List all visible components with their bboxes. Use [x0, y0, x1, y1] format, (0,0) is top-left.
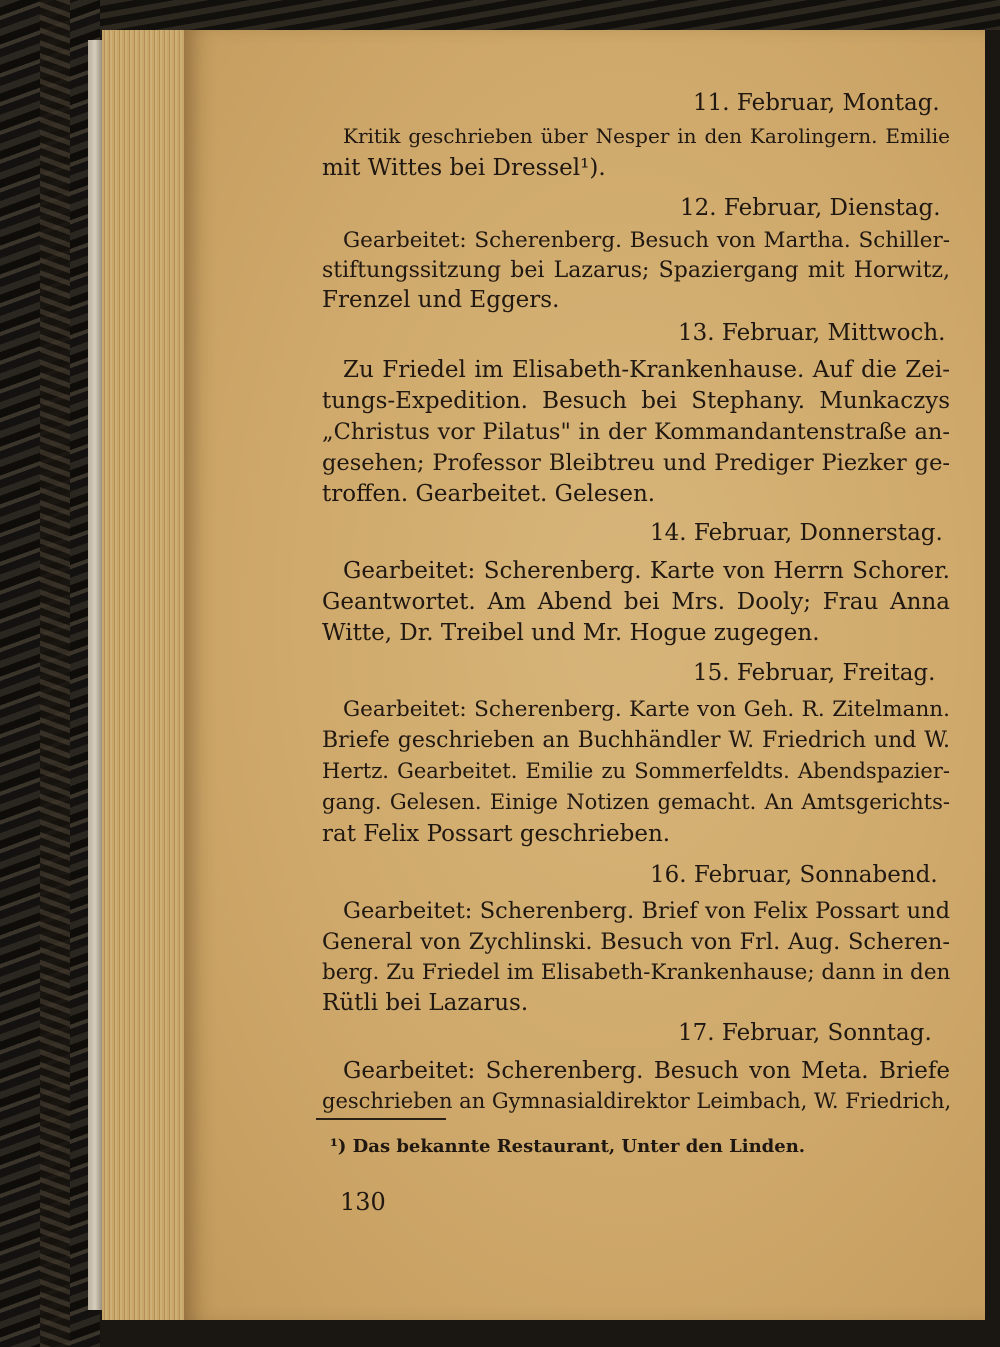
- entry-line: gesehen; Professor Bleibtreu und Prediger Piezker ge-: [322, 450, 950, 476]
- entry-line: Gearbeitet: Scherenberg. Karte von Geh. R. Zitelmann.: [343, 697, 950, 722]
- entry-line: „Christus vor Pilatus" in der Kommandantenstraße an-: [322, 419, 950, 445]
- entry-line: geschrieben an Gymnasialdirektor Leimbach, W. Friedrich,: [322, 1089, 952, 1113]
- entry-date: 17. Februar, Sonntag.: [678, 1020, 932, 1046]
- entry-line: General von Zychlinski. Besuch von Frl. Aug. Scheren-: [322, 929, 950, 955]
- entry-line: Gearbeitet: Scherenberg. Besuch von Martha. Schiller-: [343, 228, 950, 253]
- page-number: 130: [340, 1188, 386, 1216]
- book-spine-band: [40, 0, 70, 1347]
- footnote-rule: [316, 1118, 446, 1120]
- entry-line: Gearbeitet: Scherenberg. Karte von Herrn Schorer.: [343, 558, 950, 584]
- book-top-edge: [100, 0, 1000, 30]
- entry-line: troffen. Gearbeitet. Gelesen.: [322, 481, 656, 507]
- entry-date: 11. Februar, Montag.: [693, 90, 940, 116]
- entry-line: Kritik geschrieben über Nesper in den Karolingern. Emilie: [343, 124, 950, 148]
- page-stack-edges: [102, 30, 184, 1320]
- entry-date: 13. Februar, Mittwoch.: [678, 320, 946, 346]
- entry-line: berg. Zu Friedel im Elisabeth-Krankenhause; dann in den: [322, 960, 951, 985]
- entry-date: 15. Februar, Freitag.: [693, 660, 936, 686]
- entry-line: gang. Gelesen. Einige Notizen gemacht. An Amtsgerichts-: [322, 790, 950, 814]
- entry-line: Geantwortet. Am Abend bei Mrs. Dooly; Frau Anna: [322, 589, 950, 615]
- entry-date: 12. Februar, Dienstag.: [680, 195, 941, 221]
- entry-line: tungs-Expedition. Besuch bei Stephany. Munkaczys: [322, 388, 950, 414]
- footnote: ¹) Das bekannte Restaurant, Unter den Linden.: [330, 1136, 806, 1157]
- entry-line: Frenzel und Eggers.: [322, 287, 560, 313]
- entry-date: 14. Februar, Donnerstag.: [650, 520, 943, 546]
- entry-line: Gearbeitet: Scherenberg. Brief von Felix Possart und: [343, 898, 950, 924]
- entry-line: rat Felix Possart geschrieben.: [322, 821, 671, 847]
- entry-line: mit Wittes bei Dressel¹).: [322, 155, 606, 181]
- entry-line: Witte, Dr. Treibel und Mr. Hogue zugegen.: [322, 620, 820, 646]
- entry-line: Hertz. Gearbeitet. Emilie zu Sommerfeldts. Abendspazier-: [322, 759, 950, 783]
- entry-line: Gearbeitet: Scherenberg. Besuch von Meta. Briefe: [343, 1058, 950, 1084]
- entry-date: 16. Februar, Sonnabend.: [650, 862, 938, 888]
- page-edge-light: [88, 40, 102, 1310]
- entry-line: Zu Friedel im Elisabeth-Krankenhause. Auf die Zei-: [343, 357, 950, 383]
- entry-line: Briefe geschrieben an Buchhändler W. Friedrich und W.: [322, 728, 950, 753]
- entry-line: Rütli bei Lazarus.: [322, 990, 529, 1016]
- entry-line: stiftungssitzung bei Lazarus; Spaziergang mit Horwitz,: [322, 258, 950, 283]
